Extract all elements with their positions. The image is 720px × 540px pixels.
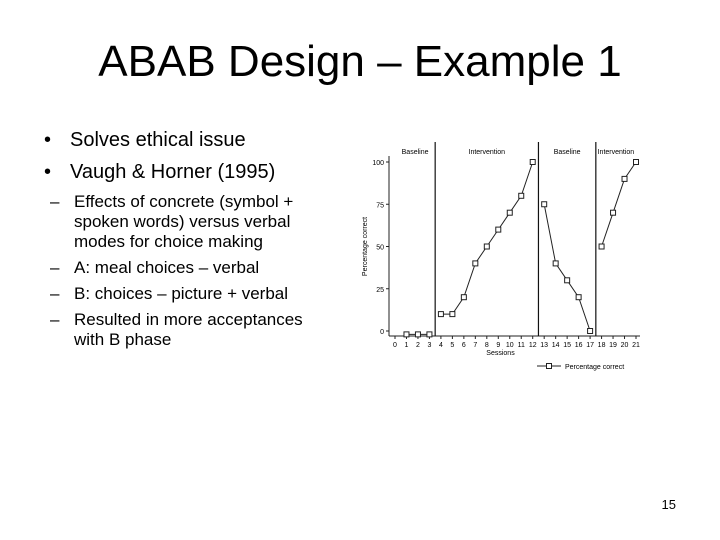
data-point [599, 244, 604, 249]
bullet-item [44, 160, 324, 184]
data-point [461, 295, 466, 300]
data-point [519, 193, 524, 198]
data-point [404, 332, 409, 337]
data-point [553, 261, 558, 266]
data-point [542, 202, 547, 207]
data-point [565, 278, 570, 283]
bullet-marker: • [44, 161, 52, 183]
y-tick-label: 75 [376, 202, 384, 210]
data-point [450, 312, 455, 317]
data-point [576, 295, 581, 300]
data-point [611, 210, 616, 215]
x-tick-label: 1 [404, 342, 409, 349]
sub-bullet-text: A: meal choices – verbal [74, 258, 260, 278]
sub-bullet-marker: – [50, 258, 60, 278]
sub-bullet-text: Resulted in more acceptances with B phase [74, 310, 303, 350]
phase-label: Baseline [401, 149, 429, 156]
sub-bullet-marker: – [50, 284, 60, 304]
x-tick-label: 21 [632, 342, 640, 349]
y-tick-label: 25 [376, 286, 384, 294]
sub-bullet-text: B: choices – picture + verbal [74, 284, 289, 304]
sub-bullet-item [44, 258, 324, 278]
data-point [507, 210, 512, 215]
sub-bullet-marker: – [50, 310, 60, 330]
data-point [415, 332, 420, 337]
phase-label: Intervention [597, 149, 635, 156]
data-point [530, 160, 535, 165]
x-tick-label: 8 [484, 342, 489, 349]
x-tick-label: 7 [473, 342, 478, 349]
x-tick-label: 18 [597, 342, 606, 349]
bullet-marker: • [44, 129, 52, 151]
data-point [588, 329, 593, 334]
data-point [634, 160, 639, 165]
phase-label: Intervention [468, 149, 506, 156]
bullet-list [44, 128, 324, 356]
data-point [484, 244, 489, 249]
data-point [496, 227, 501, 232]
x-tick-label: 13 [540, 342, 549, 349]
y-tick-label: 100 [372, 160, 384, 167]
sub-bullet-item [44, 284, 324, 304]
x-tick-label: 17 [586, 342, 594, 349]
bullet-item [44, 128, 324, 152]
x-tick-label: 9 [496, 342, 501, 349]
abab-chart [355, 138, 675, 378]
data-point [473, 261, 478, 266]
x-tick-label: 14 [551, 342, 560, 349]
x-axis-label: Sessions [486, 350, 515, 357]
data-point [427, 332, 432, 337]
x-tick-label: 3 [427, 342, 432, 349]
x-tick-label: 0 [393, 342, 397, 349]
y-tick-label: 0 [380, 329, 384, 336]
sub-bullet-item [44, 310, 324, 350]
series-line [441, 162, 533, 314]
sub-bullet-text: Effects of concrete (symbol + spoken words) versus verbal modes for choice making [74, 192, 294, 252]
bullet-text: Vaugh & Horner (1995) [70, 161, 276, 183]
x-tick-label: 19 [609, 342, 617, 349]
y-axis-label: Percentage correct [362, 216, 369, 277]
data-point [622, 176, 627, 181]
sub-bullet-item [44, 192, 324, 252]
legend-marker [547, 364, 552, 369]
x-tick-label: 11 [517, 342, 525, 349]
x-tick-label: 6 [461, 342, 466, 349]
legend-label: Percentage correct [565, 364, 625, 371]
series-line [544, 204, 590, 331]
series-line [602, 162, 636, 247]
sub-bullet-marker: – [50, 192, 60, 211]
x-tick-label: 5 [450, 342, 455, 349]
y-tick-label: 50 [376, 244, 384, 252]
page-number: 15 [661, 497, 676, 512]
x-tick-label: 20 [620, 342, 629, 349]
x-tick-label: 12 [528, 342, 537, 349]
x-tick-label: 15 [563, 342, 572, 349]
phase-label: Baseline [553, 149, 581, 156]
bullet-text: Solves ethical issue [70, 129, 246, 151]
x-tick-label: 16 [574, 342, 583, 349]
slide-title: ABAB Design – Example 1 [98, 37, 622, 86]
x-tick-label: 10 [505, 342, 514, 349]
x-tick-label: 4 [438, 342, 443, 349]
x-tick-label: 2 [415, 342, 420, 349]
data-point [438, 312, 443, 317]
